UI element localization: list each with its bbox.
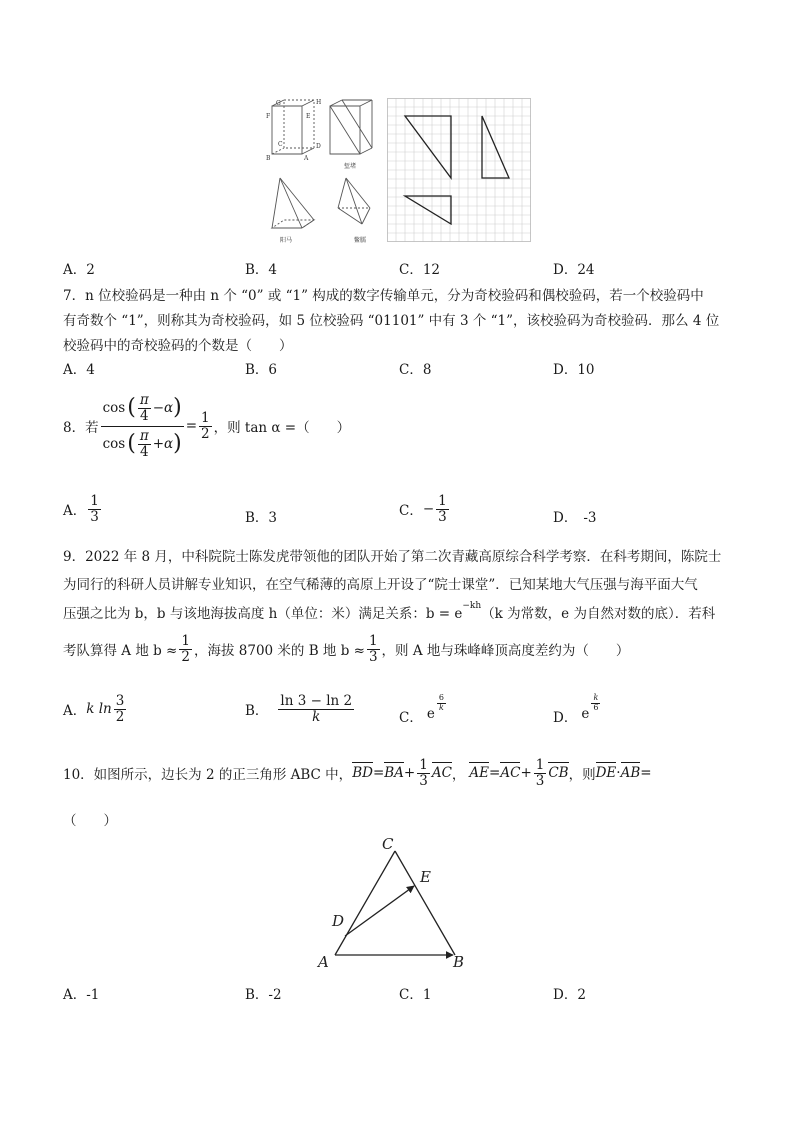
solid-figures xyxy=(262,96,387,246)
vertex-a: A xyxy=(318,953,329,971)
q10-option-c[interactable]: C．1 xyxy=(399,987,432,1003)
q6-option-d[interactable]: D．24 xyxy=(553,262,595,278)
q10-stem: 10．如图所示，边长为 2 的正三角形 ABC 中， BD = BA + $\frac{1}{3}$ AC ， AE = AC + $\frac{1}{3}$ CB ，则 DE · AB = xyxy=(63,757,652,789)
q6-option-c[interactable]: C．12 xyxy=(399,262,441,278)
label-h: H xyxy=(316,99,322,106)
q7-line1: 7．n 位校验码是一种由 n 个 “0” 或 “1” 构成的数字传输单元，分为奇校验码和偶校验码，若一个校验码中 xyxy=(63,288,704,304)
q6-option-b[interactable]: B．4 xyxy=(245,262,278,278)
q8-stem: 8．若 cos ( $\frac{\pi}{4}$ −α ) cos ( $\frac{\pi}{4}$ +α ) = $\frac{1}{2}$ ，则 tan α =（ ） xyxy=(63,392,351,460)
front-view xyxy=(405,116,451,178)
three-view-grid xyxy=(387,98,531,242)
q7-line3: 校验码中的奇校验码的个数是（ ） xyxy=(63,338,293,354)
q8-option-d[interactable]: D． -3 xyxy=(553,510,597,526)
q8-option-a[interactable]: A． $\frac{1}{3}$ xyxy=(63,493,99,525)
q9-option-a[interactable]: A． k ln $\frac{3}{2}$ xyxy=(63,693,125,725)
q10-option-b[interactable]: B．-2 xyxy=(245,987,282,1003)
q10-line2: （ ） xyxy=(63,813,117,829)
q7-option-c[interactable]: C．8 xyxy=(399,362,432,378)
q10-option-d[interactable]: D．2 xyxy=(553,987,586,1003)
q7-option-d[interactable]: D．10 xyxy=(553,362,595,378)
point-e: E xyxy=(420,868,431,886)
q9-option-c[interactable]: C． e $\frac{6}{k}$ xyxy=(399,693,444,726)
label-a: A xyxy=(304,155,309,162)
q8-option-b[interactable]: B．3 xyxy=(245,510,278,526)
q9-line4: 考队算得 A 地 b ≈ $\frac{1}{2}$ ，海拔 8700 米的 B 地 b ≈ $\frac{1}{3}$ ，则 A 地与珠峰峰顶高度差约为（ ） xyxy=(63,633,630,665)
side-ac xyxy=(335,851,395,955)
vector-de xyxy=(345,886,414,936)
q9-option-b[interactable]: B． $\frac{\ln 3 - \ln 2}{k}$ xyxy=(245,693,353,725)
q6-option-a[interactable]: A．2 xyxy=(63,262,95,278)
q9-line1: 9．2022 年 8 月，中科院院士陈发虎带领他的团队开始了第二次青藏高原综合科学考察．在科考期间，陈院士 xyxy=(63,549,722,565)
q9-option-d[interactable]: D． e $\frac{k}{6}$ xyxy=(553,693,599,726)
q8-main-fraction: cos ( $\frac{\pi}{4}$ −α ) cos ( $\frac{\pi}{4}$ +α ) xyxy=(102,392,182,460)
label-d: D xyxy=(316,143,321,150)
caption-bienao: 鳖臑 xyxy=(354,237,367,244)
q7-line2: 有奇数个 “1”，则称其为奇校验码，如 5 位校验码 “01101” 中有 3 个 “1”，该校验码为奇校验码．那么 4 位 xyxy=(63,313,720,329)
label-g: G xyxy=(276,100,281,107)
label-c: C xyxy=(278,141,283,148)
caption-yangma: 阳马 xyxy=(280,237,293,244)
vertex-c: C xyxy=(382,835,394,853)
caption-qiandu: 堑堵 xyxy=(344,163,357,170)
triangle-figure xyxy=(310,830,480,975)
side-cb xyxy=(395,851,455,955)
top-view xyxy=(405,196,451,224)
label-f: F xyxy=(266,113,271,120)
q9-line3: 压强之比为 b，b 与该地海拔高度 h（单位：米）满足关系：$b = e^{-kh}(k$ 为常数，e 为自然对数的底）．若科 xyxy=(63,601,716,622)
q10-option-a[interactable]: A．-1 xyxy=(63,987,100,1003)
q7-option-a[interactable]: A．4 xyxy=(63,362,95,378)
point-d: D xyxy=(332,912,345,930)
label-b: B xyxy=(266,155,271,162)
label-e: E xyxy=(306,113,311,120)
q9-line2: 为同行的科研人员讲解专业知识，在空气稀薄的高原上开设了“院士课堂”．已知某地大气压强与海平面大气 xyxy=(63,577,698,593)
vertex-b: B xyxy=(453,953,465,971)
q8-option-c[interactable]: C． − $\frac{1}{3}$ xyxy=(399,493,447,525)
q7-option-b[interactable]: B．6 xyxy=(245,362,278,378)
